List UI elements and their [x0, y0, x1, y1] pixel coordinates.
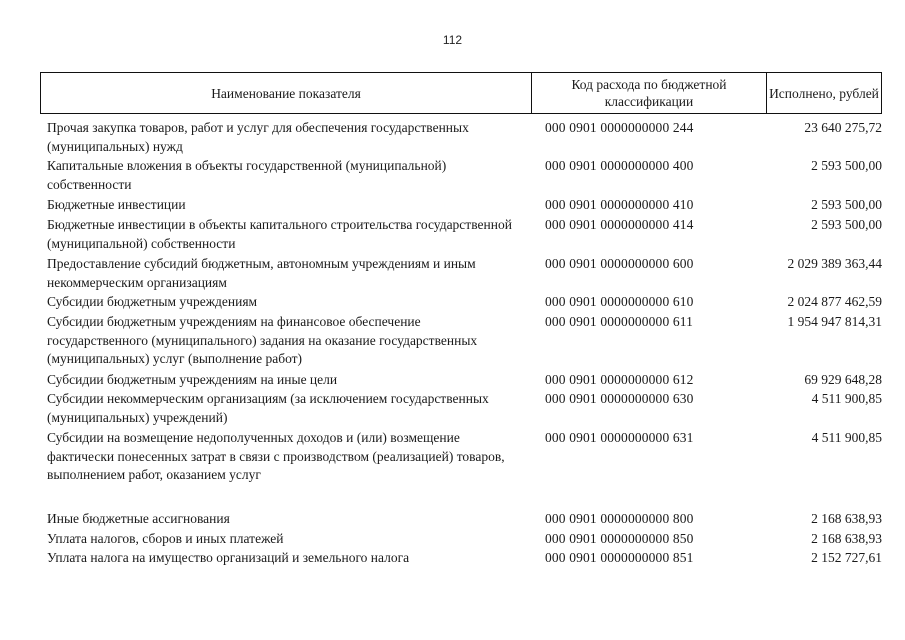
row-amount: 4 511 900,85 [811, 430, 882, 445]
row-name: Капитальные вложения в объекты государственной (муниципальной) собственности [47, 158, 447, 192]
row-amount: 2 152 727,61 [811, 550, 882, 565]
row-amount: 2 593 500,00 [811, 158, 882, 173]
row-name: Уплата налогов, сборов и иных платежей [47, 531, 284, 546]
row-name: Бюджетные инвестиции [47, 197, 186, 212]
header-code-column: Код расхода по бюджетной классификации [532, 73, 767, 113]
header-amount-column: Исполнено, рублей [769, 85, 879, 101]
row-amount: 2 168 638,93 [811, 531, 882, 546]
row-name: Субсидии на возмещение недополученных доходов и (или) возмещение фактически понесенных затрат в связи с производством (реализацией) товаров, выполнением работ, оказанием услуг [47, 430, 505, 482]
row-name: Субсидии бюджетным учреждениям на финансовое обеспечение государственного (муниципального) задания на оказание государственных (муниципальных) услуг (выполнение работ) [47, 314, 478, 366]
row-amount: 1 954 947 814,31 [787, 314, 882, 329]
row-amount: 2 024 877 462,59 [787, 294, 882, 309]
row-code: 000 0901 0000000000 630 [545, 391, 694, 406]
row-amount: 69 929 648,28 [804, 372, 882, 387]
row-name: Субсидии бюджетным учреждениям на иные цели [47, 372, 338, 387]
row-amount: 2 593 500,00 [811, 217, 882, 232]
row-code: 000 0901 0000000000 631 [545, 430, 694, 445]
row-code: 000 0901 0000000000 611 [545, 314, 694, 329]
row-amount: 2 029 389 363,44 [787, 256, 882, 271]
row-code: 000 0901 0000000000 414 [545, 217, 694, 232]
row-code: 000 0901 0000000000 851 [545, 550, 694, 565]
row-amount: 23 640 275,72 [804, 120, 882, 135]
row-code: 000 0901 0000000000 400 [545, 158, 694, 173]
row-code: 000 0901 0000000000 850 [545, 531, 694, 546]
row-code: 000 0901 0000000000 610 [545, 294, 694, 309]
row-name: Бюджетные инвестиции в объекты капитального строительства государственной (муниципальной) собственности [47, 217, 512, 251]
row-amount: 4 511 900,85 [811, 391, 882, 406]
row-name: Субсидии бюджетным учреждениям [47, 294, 258, 309]
row-code: 000 0901 0000000000 612 [545, 372, 694, 387]
row-name: Прочая закупка товаров, работ и услуг для обеспечения государственных (муниципальных) нужд [47, 120, 469, 154]
row-code: 000 0901 0000000000 244 [545, 120, 694, 135]
row-name: Предоставление субсидий бюджетным, автономным учреждениям и иным некоммерческим организациям [47, 256, 476, 290]
row-name: Уплата налога на имущество организаций и земельного налога [47, 550, 410, 565]
row-amount: 2 593 500,00 [811, 197, 882, 212]
page-number: 112 [442, 33, 463, 47]
header-name-column: Наименование показателя [41, 73, 532, 113]
row-amount: 2 168 638,93 [811, 511, 882, 526]
row-code: 000 0901 0000000000 800 [545, 511, 694, 526]
row-name: Субсидии некоммерческим организациям (за исключением государственных (муниципальных) учреждений) [47, 391, 489, 425]
row-code: 000 0901 0000000000 600 [545, 256, 694, 271]
row-code: 000 0901 0000000000 410 [545, 197, 694, 212]
row-name: Иные бюджетные ассигнования [47, 511, 230, 526]
